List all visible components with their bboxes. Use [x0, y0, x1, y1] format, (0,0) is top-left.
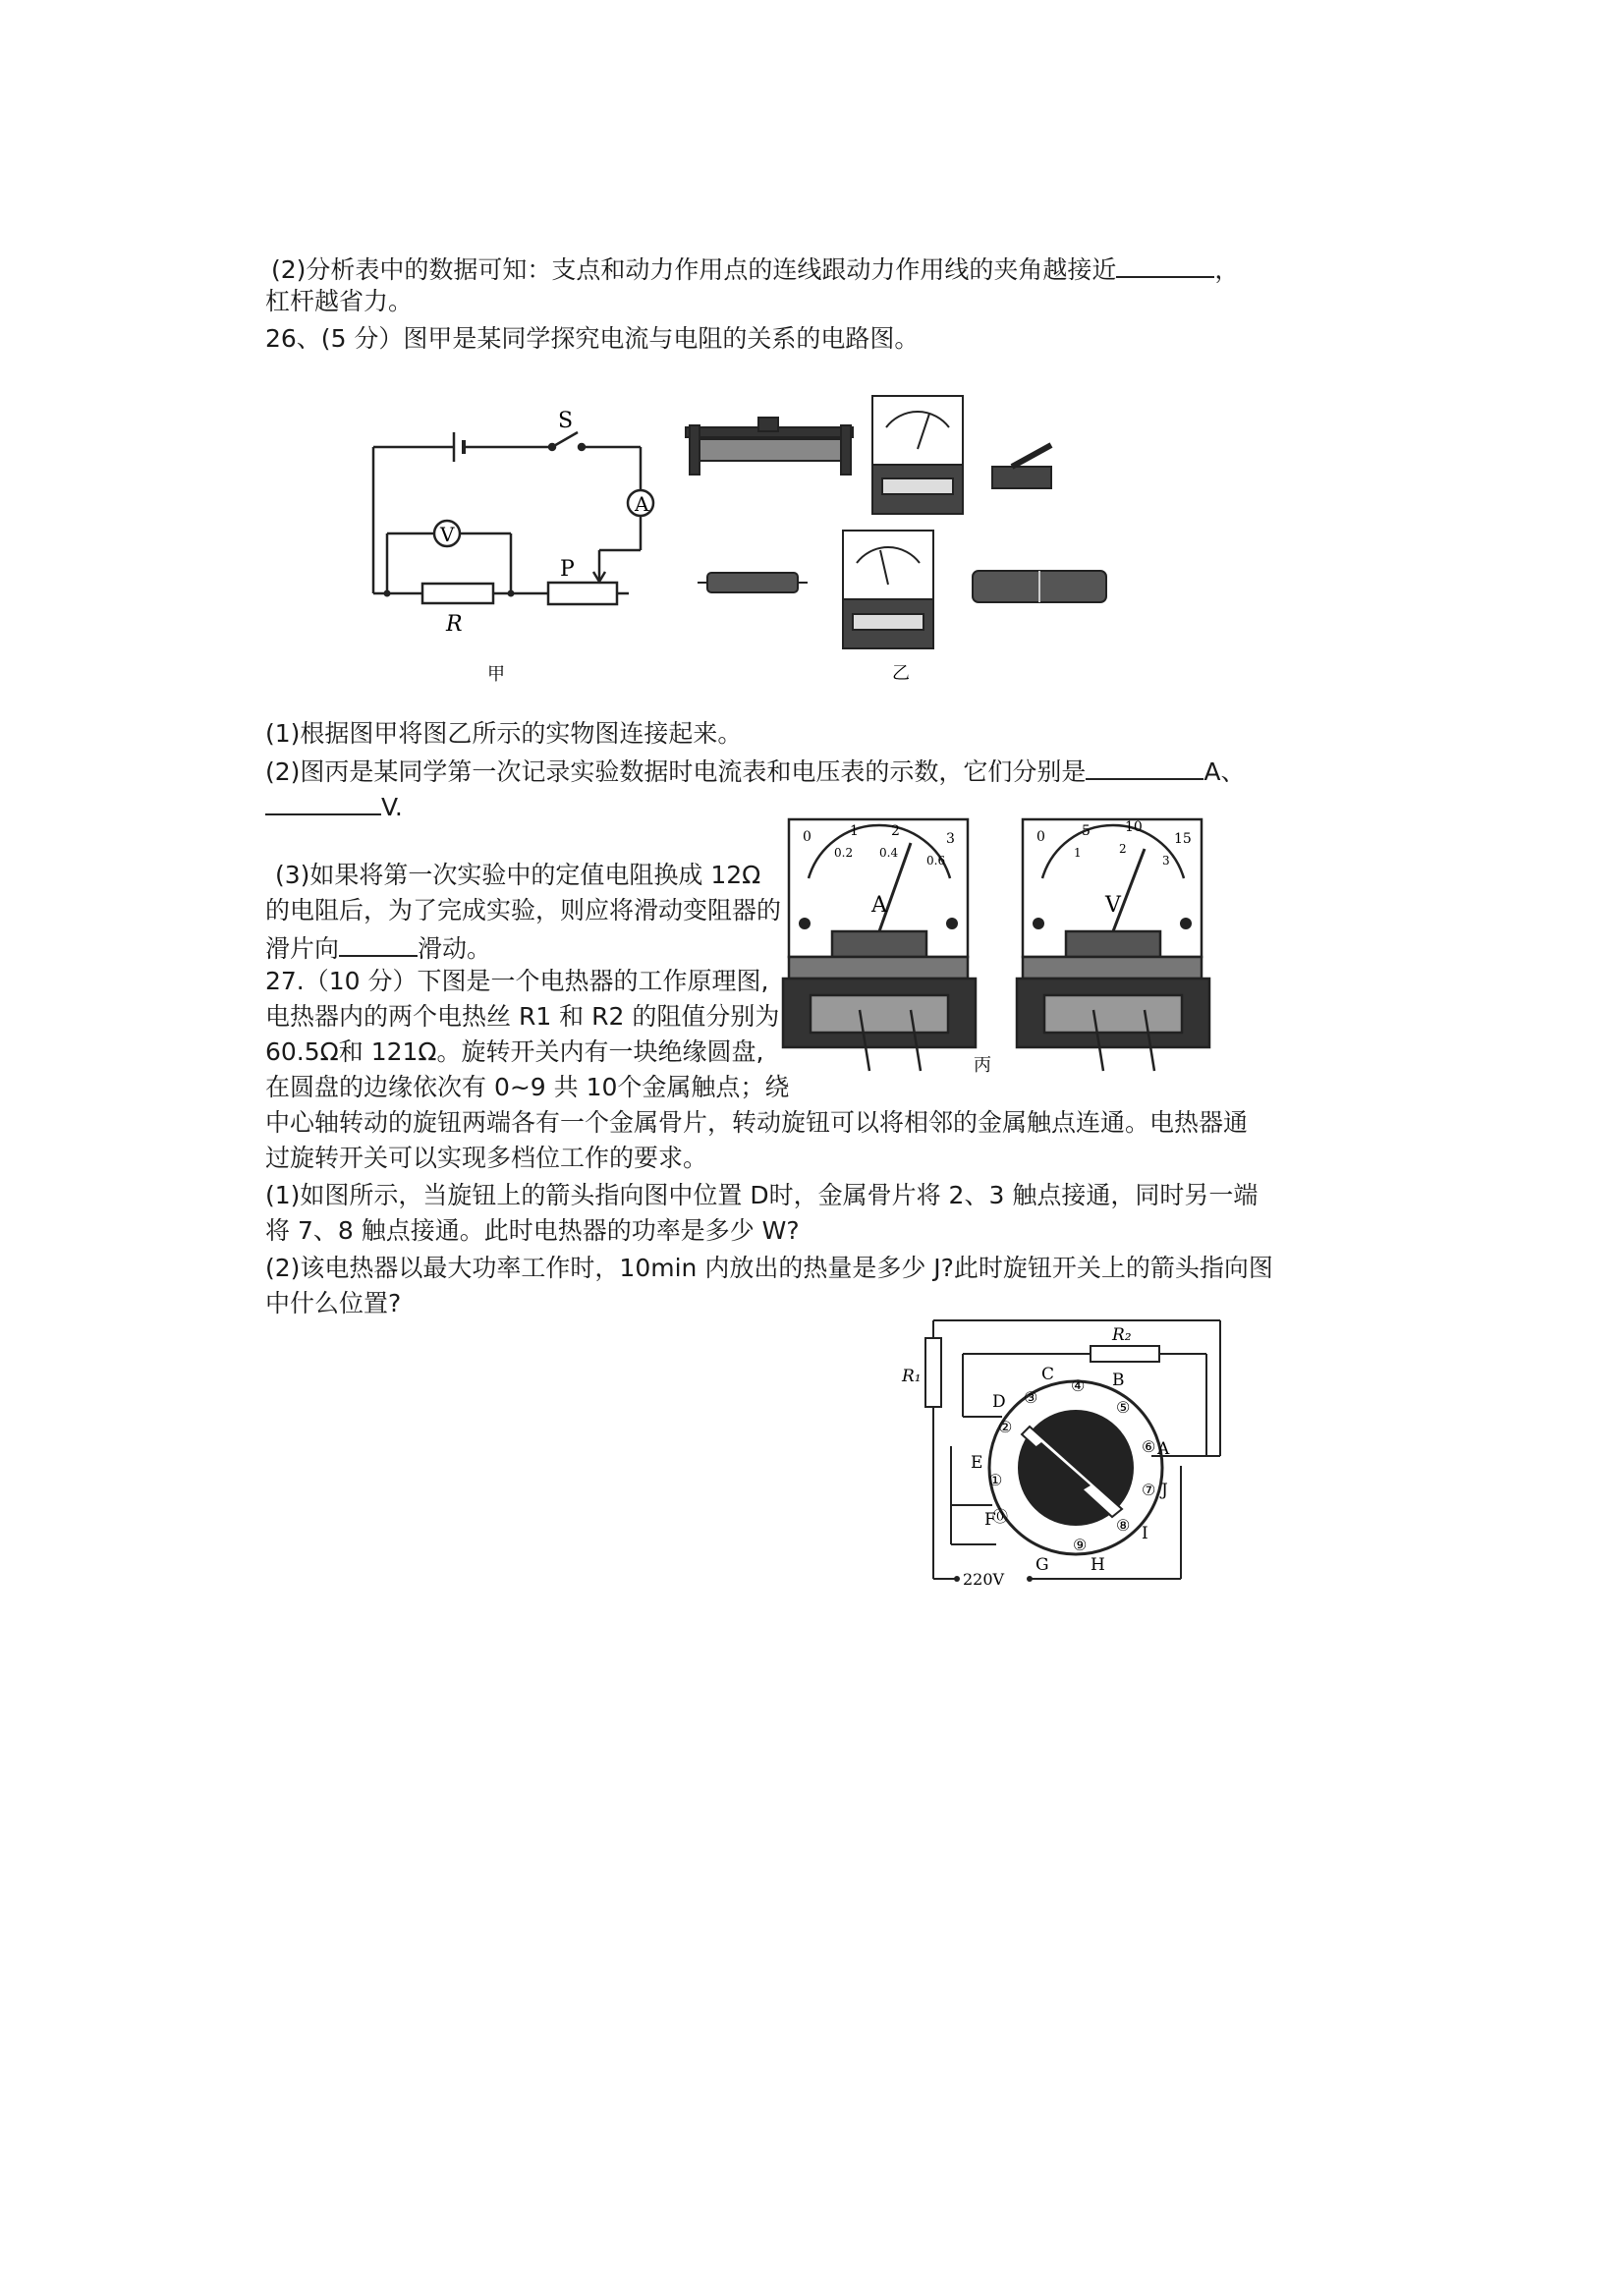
contact-2: ②	[998, 1418, 1013, 1436]
ammeter-tick-0: 0	[803, 829, 812, 845]
position-H: H	[1091, 1555, 1105, 1575]
position-G: G	[1035, 1555, 1049, 1575]
circuit-diagram-jia	[364, 403, 678, 688]
ammeter-tick-0-2: 0.2	[834, 846, 854, 860]
position-E: E	[971, 1453, 983, 1473]
q25-part2-text: (2)分析表中的数据可知：支点和动力作用点的连线跟动力作用线的夹角越接近	[271, 255, 1117, 284]
battery-device	[973, 571, 1106, 602]
label-slider-P: P	[560, 557, 575, 582]
q27-part1-line1: (1)如图所示，当旋钮上的箭头指向图中位置 D时，金属骨片将 2、3 触点接通，同时另一端	[265, 1181, 1259, 1209]
contact-5: ⑤	[1116, 1398, 1131, 1417]
ammeter-tick-0-4: 0.4	[879, 846, 899, 860]
label-switch-S: S	[558, 409, 574, 433]
label-R2: R₂	[1112, 1325, 1132, 1345]
q26-part3-text-a: 滑片向	[265, 934, 340, 963]
label-R1: R₁	[902, 1367, 922, 1386]
q26-header: 26、(5 分）图甲是某同学探究电流与电阻的关系的电路图。	[265, 324, 920, 353]
q27-line6: 过旋转开关可以实现多档位工作的要求。	[265, 1144, 708, 1172]
q26-part3-line3	[265, 929, 491, 966]
q26-part3-text-b: 滑动。	[418, 934, 492, 963]
q27-line3: 60.5Ω和 121Ω。旋转开关内有一块绝缘圆盘,	[265, 1037, 764, 1066]
voltmeter-tick-5: 5	[1082, 823, 1091, 839]
answer-blank-current[interactable]	[1086, 753, 1203, 780]
contact-9: ⑨	[1073, 1536, 1088, 1554]
q26-part2-text: (2)图丙是某同学第一次记录实验数据时电流表和电压表的示数，它们分别是	[265, 757, 1087, 786]
contact-6: ⑥	[1142, 1437, 1156, 1456]
caption-yi: 乙	[892, 663, 910, 683]
contact-7: ⑦	[1142, 1481, 1156, 1499]
position-C: C	[1041, 1365, 1055, 1384]
q27-part1-line2: 将 7、8 触点接通。此时电热器的功率是多少 W?	[265, 1216, 800, 1245]
position-A: A	[1157, 1439, 1170, 1459]
q27-line1: 27.（10 分）下图是一个电热器的工作原理图,	[265, 967, 769, 995]
position-D: D	[992, 1392, 1006, 1412]
ammeter-tick-1: 1	[850, 823, 859, 839]
switch-device	[992, 445, 1051, 488]
position-J: J	[1161, 1481, 1168, 1500]
position-B: B	[1112, 1371, 1125, 1390]
voltmeter-tick-3: 3	[1162, 854, 1170, 868]
ammeter-tick-3: 3	[946, 831, 955, 847]
q27-line4: 在圆盘的边缘依次有 0~9 共 10个金属触点；绕	[265, 1073, 790, 1101]
label-resistor-R: R	[446, 612, 463, 637]
q27-part2-line2: 中什么位置?	[265, 1289, 402, 1317]
voltmeter-device	[843, 531, 933, 648]
rheostat-device	[686, 418, 853, 475]
contact-3: ③	[1024, 1388, 1038, 1407]
contact-4: ④	[1071, 1376, 1086, 1395]
q27-line2: 电热器内的两个电热丝 R1 和 R2 的阻值分别为	[265, 1002, 780, 1031]
heater-switch-diagram	[894, 1309, 1228, 1594]
q25-part2-line2: 杠杆越省力。	[265, 287, 414, 315]
ammeter-tick-0-6: 0.6	[926, 854, 946, 868]
voltmeter-tick-0: 0	[1036, 829, 1045, 845]
label-voltage: 220V	[963, 1570, 1005, 1589]
q26-part2-unit-V: V.	[381, 793, 403, 821]
voltmeter-reading	[1017, 819, 1209, 1071]
voltmeter-tick-2: 2	[1119, 842, 1127, 856]
q25-part2-line1	[271, 251, 1239, 287]
voltmeter-letter: V	[1105, 893, 1121, 918]
resistor-device	[698, 573, 808, 592]
q27-line5: 中心轴转动的旋钮两端各有一个金属骨片，转动旋钮可以将相邻的金属触点连通。电热器通	[265, 1108, 1249, 1137]
answer-blank-voltage[interactable]	[265, 788, 381, 815]
caption-jia: 甲	[487, 664, 505, 685]
ammeter-letter: A	[871, 893, 887, 918]
position-F: F	[984, 1510, 996, 1530]
q26-part3-line1: (3)如果将第一次实验中的定值电阻换成 12Ω	[275, 861, 761, 889]
contact-0: ⓪	[992, 1507, 1009, 1526]
ammeter-device	[872, 396, 963, 514]
q26-part2-unit-A: A、	[1203, 757, 1246, 786]
position-I: I	[1142, 1524, 1148, 1543]
q26-part1: (1)根据图甲将图乙所示的实物图连接起来。	[265, 719, 743, 748]
label-ammeter-A: A	[635, 492, 649, 516]
q26-part2-line1	[265, 753, 1246, 789]
voltmeter-tick-15: 15	[1174, 831, 1192, 847]
meters-diagram-bing	[781, 813, 1223, 1081]
contact-1: ①	[988, 1471, 1003, 1489]
voltmeter-tick-1: 1	[1074, 846, 1082, 860]
q26-part2-line2	[265, 788, 403, 824]
answer-blank-direction[interactable]	[339, 929, 418, 957]
ammeter-tick-2: 2	[891, 823, 900, 839]
contact-8: ⑧	[1116, 1516, 1131, 1535]
voltmeter-tick-10: 10	[1125, 819, 1143, 835]
apparatus-diagram-yi	[678, 388, 1120, 683]
q25-part2-end: ，	[1214, 255, 1240, 284]
q26-part3-line2: 的电阻后，为了完成实验，则应将滑动变阻器的	[265, 896, 782, 924]
answer-blank[interactable]	[1116, 251, 1214, 278]
caption-bing: 丙	[974, 1055, 991, 1076]
q27-part2-line1: (2)该电热器以最大功率工作时，10min 内放出的热量是多少 J?此时旋钮开关上的箭头指向图	[265, 1254, 1273, 1282]
label-voltmeter-V: V	[440, 523, 455, 546]
